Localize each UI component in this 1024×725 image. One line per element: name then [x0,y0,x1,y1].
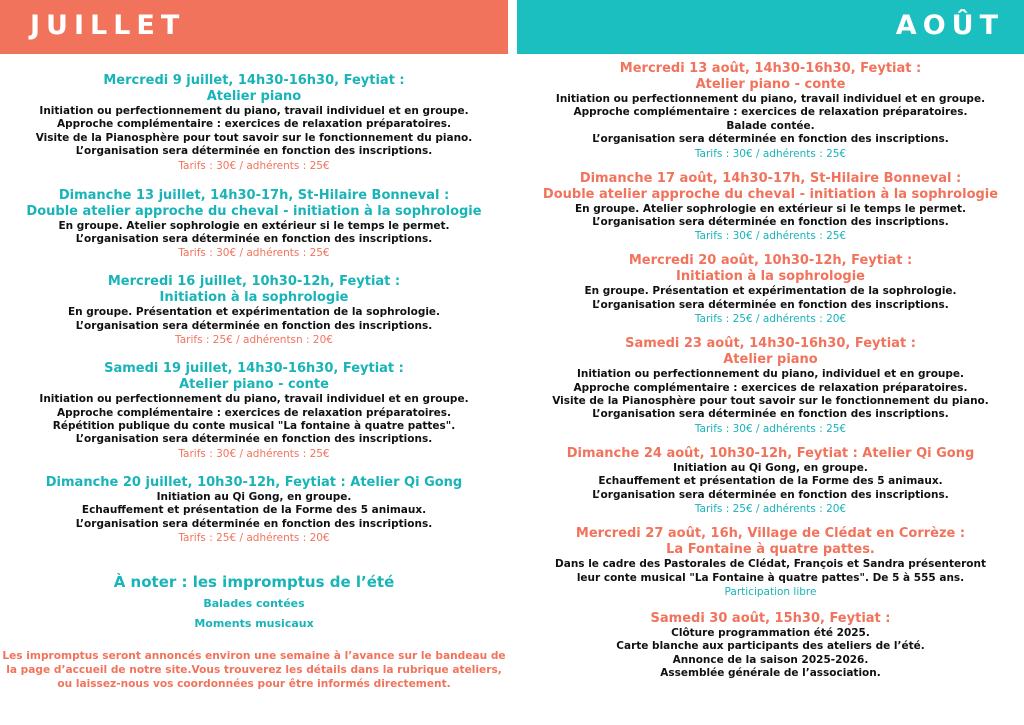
august-event-7 [517,611,1024,681]
event-line: L’organisation sera déterminée en fonction des inscriptions. [592,488,949,501]
event-line: L’organisation sera déterminée en fonction des inscriptions. [75,233,433,246]
event-heading: Dimanche 20 juillet, 10h30-12h, Feytiat : Atelier Qi Gong [45,474,463,490]
event-line: Dans le cadre des Pastorales de Clédat, François et Sandra présenteront [555,558,986,571]
event-price: Tarifs : 30€ / adhérents : 25€ [178,447,330,460]
event-heading: Mercredi 13 août, 14h30-16h30, Feytiat : [619,61,922,76]
event-price: Tarifs : 30€ / adhérents : 25€ [694,422,847,435]
event-line: L’organisation sera déterminée en fonction des inscriptions. [592,408,949,421]
event-line: Initiation ou perfectionnement du piano, individuel et en groupe. [576,368,965,381]
event-price: Participation libre [724,585,817,598]
event-line: Approche complémentaire : exercices de relaxation préparatoires. [573,381,968,394]
july-event-1 [0,73,508,173]
august-events [517,54,1024,681]
august-event-6 [517,526,1024,599]
august-event-3 [517,253,1024,326]
event-title: Atelier piano [723,352,818,368]
event-heading: Mercredi 9 juillet, 14h30-16h30, Feytiat : [103,73,405,88]
august-event-2 [517,171,1024,244]
july-events [0,54,508,691]
event-line: Visite de la Pianosphère pour tout savoir sur le fonctionnement du piano. [552,395,989,408]
july-event-2 [0,188,508,261]
july-column [0,0,508,691]
july-event-3 [0,274,508,347]
event-line: Approche complémentaire : exercices de relaxation préparatoires. [56,406,452,419]
august-event-5 [517,446,1024,516]
event-line: En groupe. Atelier sophrologie en extérieur si le temps le permet. [58,219,450,232]
event-price: Tarifs : 25€ / adhérentsn : 20€ [175,334,333,347]
august-event-4 [517,336,1024,436]
event-line: Initiation au Qi Gong, en groupe. [156,490,352,503]
event-heading: Dimanche 24 août, 10h30-12h, Feytiat : Atelier Qi Gong [566,445,975,461]
note-title: À noter : les impromptus de l’été [113,573,395,592]
event-price: Tarifs : 25€ / adhérents : 20€ [178,532,330,545]
event-line: L’organisation sera déterminée en fonction des inscriptions. [592,216,949,229]
event-line: L’organisation sera déterminée en fonction des inscriptions. [75,145,433,158]
event-line: En groupe. Présentation et expérimentation de la sophrologie. [584,285,957,298]
note-text-line: Les impromptus seront annoncés environ une semaine à l’avance sur le bandeau de [2,650,506,663]
event-line: Annonce de la saison 2025-2026. [672,653,869,666]
event-price: Tarifs : 30€ / adhérents : 25€ [178,159,330,172]
event-line: L’organisation sera déterminée en fonction des inscriptions. [75,319,433,332]
event-line: Initiation ou perfectionnement du piano, travail individuel et en groupe. [555,93,986,105]
event-heading: Samedi 30 août, 15h30, Feytiat : [650,610,891,626]
event-line: L’organisation sera déterminée en fonction des inscriptions. [75,433,433,446]
event-line: Répétition publique du conte musical "La fontaine à quatre pattes". [52,420,456,433]
event-line: En groupe. Atelier sophrologie en extérieur si le temps le permet. [574,202,967,215]
event-line: Approche complémentaire : exercices de relaxation préparatoires. [56,118,452,131]
event-line: Echauffement et présentation de la Forme des 5 animaux. [81,504,427,517]
event-line: leur conte musical "La Fontaine à quatre pattes". De 5 à 555 ans. [576,571,965,584]
event-title: Initiation à la sophrologie [676,269,865,285]
note-text-block [0,649,508,691]
event-heading: Samedi 19 juillet, 14h30-16h30, Feytiat : [104,361,404,377]
event-title: La Fontaine à quatre pattes. [666,542,875,558]
event-price: Tarifs : 30€ / adhérents : 25€ [694,230,847,243]
event-heading: Samedi 23 août, 14h30-16h30, Feytiat : [625,336,916,352]
august-banner-title: AOÛT [895,10,1004,41]
event-line: Initiation ou perfectionnement du piano, travail individuel et en groupe. [39,393,469,406]
event-heading: Dimanche 13 juillet, 14h30-17h, St-Hilaire Bonneval : [58,187,450,203]
event-line: L’organisation sera déterminée en fonction des inscriptions. [592,133,949,146]
note-text-line: ou laissez-nous vos coordonnées pour être informés directement. [57,678,451,691]
july-banner-title: JUILLET [30,10,186,41]
event-heading: Dimanche 17 août, 14h30-17h, St-Hilaire Bonneval : [579,170,962,186]
august-banner [517,0,1024,54]
event-line: Echauffement et présentation de la Forme des 5 animaux. [598,475,943,488]
event-price: Tarifs : 30€ / adhérents : 25€ [694,147,847,160]
event-price: Tarifs : 25€ / adhérents : 20€ [694,503,847,516]
event-title: Initiation à la sophrologie [159,290,349,306]
event-line: Initiation ou perfectionnement du piano, travail individuel et en groupe. [39,105,469,117]
event-heading: Mercredi 16 juillet, 10h30-12h, Feytiat : [107,274,401,290]
impromptus-note [0,573,508,691]
event-title: Double atelier approche du cheval - initiation à la sophrologie [26,203,482,219]
event-line: L’organisation sera déterminée en fonction des inscriptions. [592,298,949,311]
event-heading: Mercredi 27 août, 16h, Village de Clédat en Corrèze : [575,526,966,542]
event-heading: Mercredi 20 août, 10h30-12h, Feytiat : [628,253,913,269]
event-line: Balade contée. [726,119,815,132]
july-event-4 [0,361,508,461]
event-price: Tarifs : 30€ / adhérents : 25€ [178,247,330,260]
event-line: Clôture programmation été 2025. [671,626,870,639]
july-event-5 [0,475,508,545]
august-column [517,0,1024,681]
event-line: Assemblée générale de l’association. [660,667,881,680]
event-line: Visite de la Pianosphère pour tout savoir sur le fonctionnement du piano. [35,131,473,144]
event-title: Atelier piano [206,89,302,104]
event-title: Atelier piano - conte [695,77,846,92]
event-line: En groupe. Présentation et expérimentation de la sophrologie. [67,306,441,319]
august-event-1 [517,61,1024,161]
note-item: Balades contées [203,597,305,611]
event-price: Tarifs : 25€ / adhérents : 20€ [694,313,847,326]
event-line: Approche complémentaire : exercices de relaxation préparatoires. [573,106,968,119]
event-line: L’organisation sera déterminée en fonction des inscriptions. [75,517,433,530]
event-title: Double atelier approche du cheval - initiation à la sophrologie [542,186,999,202]
event-line: Initiation au Qi Gong, en groupe. [673,461,868,474]
event-line: Carte blanche aux participants des ateliers de l’été. [616,640,925,653]
event-title: Atelier piano - conte [179,377,329,393]
note-item: Moments musicaux [194,617,314,631]
july-banner [0,0,508,54]
note-text-line: la page d’accueil de notre site.Vous trouverez les détails dans la rubrique ateliers, [6,664,502,677]
